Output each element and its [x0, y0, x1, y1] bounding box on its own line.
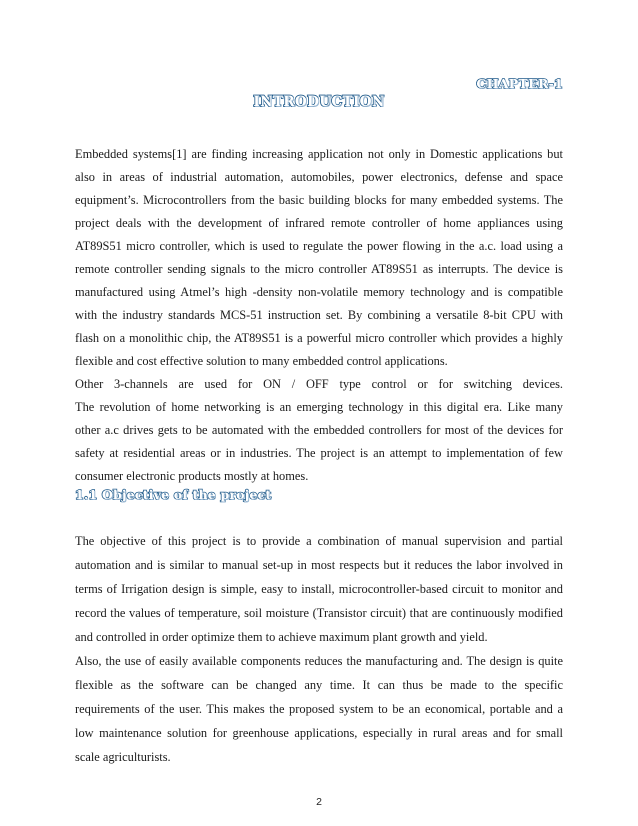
- intro-line: flexible and cost effective solution to many embedded control applications.: [75, 354, 448, 368]
- intro-line: Embedded systems[1] are finding increasing application not only in Domestic applications but: [75, 147, 563, 161]
- section-heading: 1.1 Objective of the project: [75, 487, 272, 502]
- objective-line: and controlled in order optimize them to achieve maximum plant growth and yield.: [75, 630, 488, 644]
- intro-line: AT89S51 micro controller, which is used to regulate the power flowing in the a.c. load using a: [75, 239, 563, 253]
- intro-line: manufactured using Atmel’s high -density non-volatile memory technology and is compatible: [75, 285, 563, 299]
- intro-line: Other 3-channels are used for ON / OFF type control or for switching devices.: [75, 377, 563, 391]
- objective-line: terms of Irrigation design is simple, easy to install, microcontroller-based circuit to monitor and: [75, 582, 563, 596]
- intro-line: flash on a monolithic chip, the AT89S51 is a powerful micro controller which provides a highly: [75, 331, 563, 345]
- intro-line: project deals with the development of infrared remote controller of home appliances using: [75, 216, 563, 230]
- objective-line: The objective of this project is to provide a combination of manual supervision and partial: [75, 534, 563, 548]
- objective-line: Also, the use of easily available components reduces the manufacturing and. The design is quite: [75, 654, 563, 668]
- intro-line: equipment’s. Microcontrollers from the basic building blocks for many embedded systems. The: [75, 193, 563, 207]
- page-number: 2: [316, 796, 322, 808]
- intro-line: also in areas of industrial automation, automobiles, power electronics, defense and space: [75, 170, 563, 184]
- objective-line: scale agriculturists.: [75, 750, 171, 764]
- intro-line: safety at residential areas or in industries. The project is an attempt to implementation of few: [75, 446, 563, 460]
- intro-line: other a.c drives gets to be automated with the embedded controllers for most of the devices for: [75, 423, 563, 437]
- objective-line: record the values of temperature, soil moisture (Transistor circuit) that are continuously modified: [75, 606, 563, 620]
- objective-line: flexible as the software can be changed any time. It can thus be made to the specific: [75, 678, 563, 692]
- intro-line: consumer electronic products mostly at homes.: [75, 469, 309, 483]
- objective-line: low maintenance solution for greenhouse applications, especially in rural areas and for small: [75, 726, 563, 740]
- objective-line: requirements of the user. This makes the proposed system to be an economical, portable and a: [75, 702, 563, 716]
- chapter-label: CHAPTER-1: [476, 76, 563, 91]
- intro-line: remote controller sending signals to the micro controller AT89S51 as interrupts. The device is: [75, 262, 563, 276]
- page-title: INTRODUCTION: [253, 94, 385, 110]
- intro-line: The revolution of home networking is an emerging technology in this digital era. Like many: [75, 400, 563, 414]
- intro-line: with the industry standards MCS-51 instruction set. By combining a versatile 8-bit CPU with: [75, 308, 563, 322]
- objective-line: automation and is similar to manual set-up in most respects but it reduces the labor involved in: [75, 558, 563, 572]
